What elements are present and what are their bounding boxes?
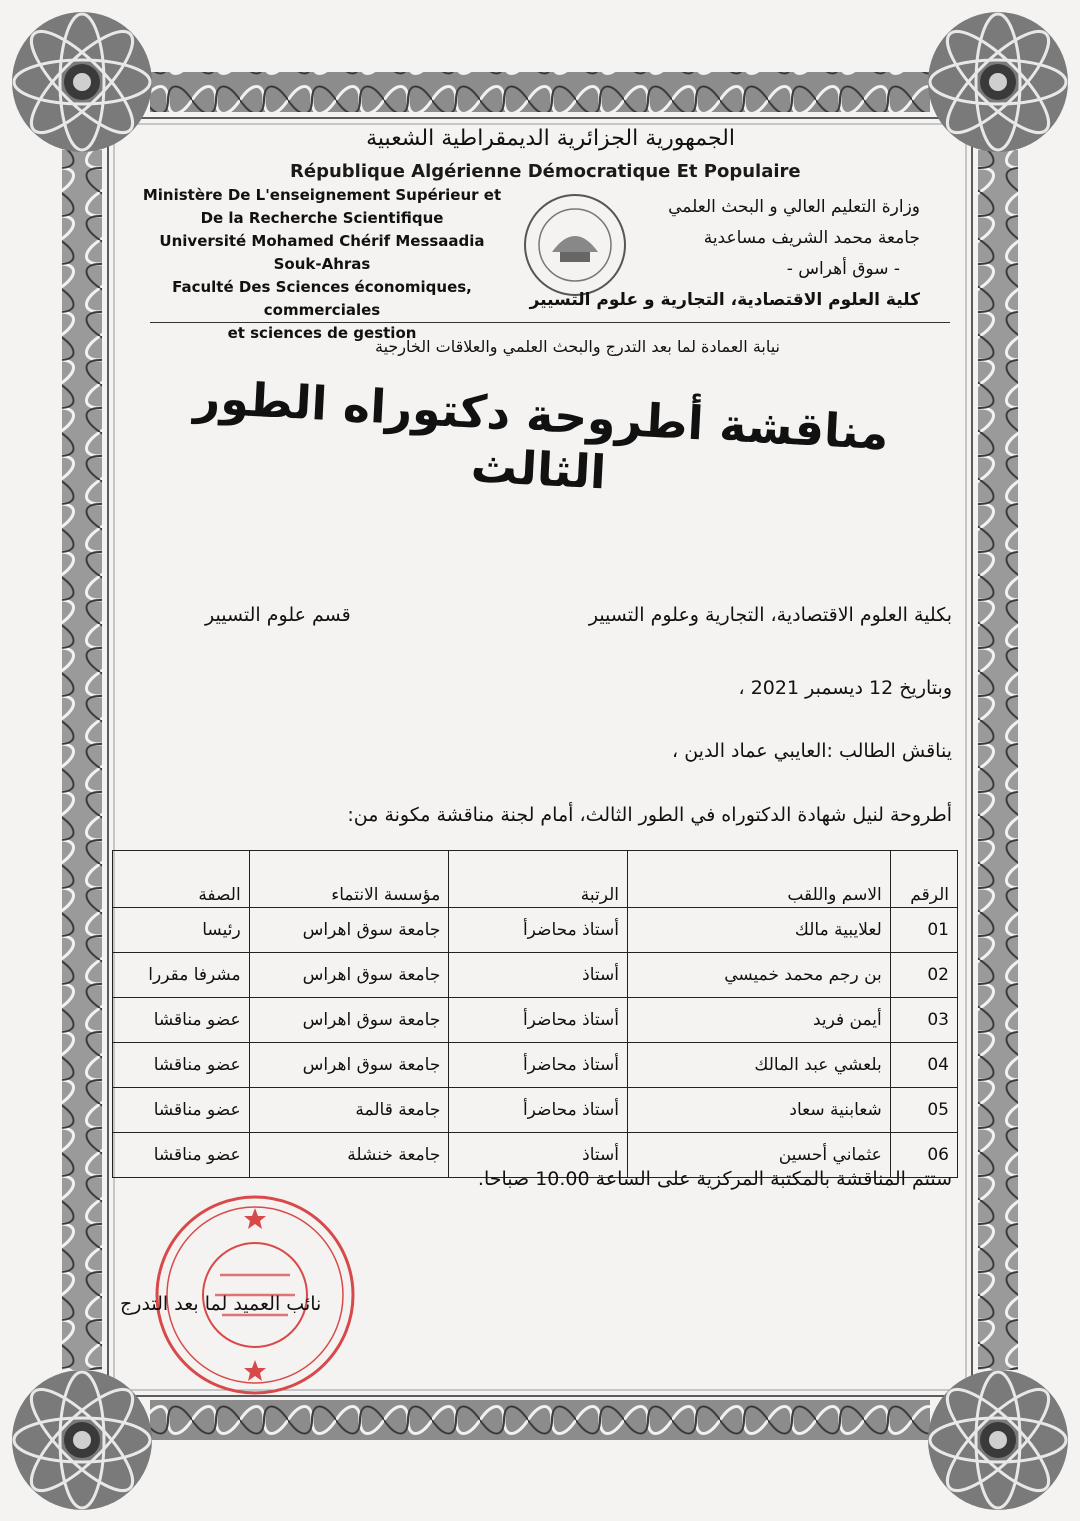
header-number: الرقم xyxy=(890,851,957,908)
cell-number: 01 xyxy=(890,908,957,953)
fr-ministry: Ministère De L'enseignement Supérieur et xyxy=(142,186,502,204)
cell-number: 06 xyxy=(890,1133,957,1178)
ar-ministry: وزارة التعليم العالي و البحث العلمي xyxy=(668,197,920,217)
header-name: الاسم واللقب xyxy=(628,851,891,908)
vice-deanery-line: نيابة العمادة لما بعد التدرج والبحث العلمي والعلاقات الخارجية xyxy=(375,337,780,356)
ar-city: - سوق أهراس - xyxy=(786,259,900,279)
faculty-line: بكلية العلوم الاقتصادية، التجارية وعلوم التسيير xyxy=(588,604,952,626)
cell-number: 02 xyxy=(890,953,957,998)
cell-role: عضو مناقشا xyxy=(113,1043,250,1088)
cell-role: مشرفا مقررا xyxy=(113,953,250,998)
header-french-republic: République Algérienne Démocratique Et Populaire xyxy=(290,161,801,182)
signature-title: نائب العميد لما بعد التدرج xyxy=(120,1293,322,1315)
table-row xyxy=(113,1043,958,1088)
header-arabic-block xyxy=(530,192,920,316)
ar-faculty: كلية العلوم الاقتصادية، التجارية و علوم التسيير xyxy=(529,290,920,310)
header-divider xyxy=(150,322,950,323)
header-rank: الرتبة xyxy=(449,851,628,908)
jury-table xyxy=(112,850,958,1178)
cell-institution: جامعة خنشلة xyxy=(249,1133,449,1178)
fr-city: Souk-Ahras xyxy=(273,255,371,273)
cell-institution: جامعة سوق اهراس xyxy=(249,998,449,1043)
date-line: وبتاريخ 12 ديسمبر 2021 ، xyxy=(738,677,952,699)
fr-faculty-cont: et sciences de gestion xyxy=(227,324,417,342)
cell-institution: جامعة قالمة xyxy=(249,1088,449,1133)
cell-name: شعابنية سعاد xyxy=(628,1088,891,1133)
cell-rank: أستاذ محاضرأ xyxy=(449,908,628,953)
cell-role: عضو مناقشا xyxy=(113,1133,250,1178)
cell-role: عضو مناقشا xyxy=(113,998,250,1043)
header-institution: مؤسسة الانتماء xyxy=(249,851,449,908)
cell-institution: جامعة سوق اهراس xyxy=(249,908,449,953)
fr-research: De la Recherche Scientifique xyxy=(200,209,444,227)
department-line: قسم علوم التسيير xyxy=(205,604,351,626)
cell-number: 04 xyxy=(890,1043,957,1088)
cell-institution: جامعة سوق اهراس xyxy=(249,1043,449,1088)
cell-number: 05 xyxy=(890,1088,957,1133)
table-row xyxy=(113,953,958,998)
cell-institution: جامعة سوق اهراس xyxy=(249,953,449,998)
cell-name: بلعشي عبد المالك xyxy=(628,1043,891,1088)
table-row xyxy=(113,1088,958,1133)
cell-name: بن رجم محمد خميسي xyxy=(628,953,891,998)
ar-university: جامعة محمد الشريف مساعدية xyxy=(703,228,920,248)
cell-rank: أستاذ محاضرأ xyxy=(449,1088,628,1133)
closing-line: ستتم المناقشة بالمكتبة المركزية على الساعة 10.00 صباحا. xyxy=(477,1168,952,1190)
header-arabic-republic: الجمهورية الجزائرية الديمقراطية الشعبية xyxy=(366,126,735,151)
cell-role: عضو مناقشا xyxy=(113,1088,250,1133)
cell-rank: أستاذ محاضرأ xyxy=(449,998,628,1043)
student-line: يناقش الطالب :العايبي عماد الدين ، xyxy=(672,740,952,762)
document-title: مناقشة أطروحة دكتوراه الطور الثالث xyxy=(192,369,891,500)
cell-name: عثماني أحسين xyxy=(628,1133,891,1178)
header-role: الصفة xyxy=(113,851,250,908)
table-header-row xyxy=(113,851,958,908)
cell-number: 03 xyxy=(890,998,957,1043)
cell-name: لعلايبية مالك xyxy=(628,908,891,953)
fr-university: Université Mohamed Chérif Messaadia xyxy=(159,232,485,250)
header-french-block xyxy=(112,184,532,345)
fr-faculty: Faculté Des Sciences économiques, commerciales xyxy=(172,278,472,319)
table-row xyxy=(113,908,958,953)
cell-name: أيمن فريد xyxy=(628,998,891,1043)
cell-rank: أستاذ محاضرأ xyxy=(449,1043,628,1088)
cell-role: رئيسا xyxy=(113,908,250,953)
thesis-line: أطروحة لنيل شهادة الدكتوراه في الطور الثالث، أمام لجنة مناقشة مكونة من: xyxy=(347,804,952,826)
cell-rank: أستاذ xyxy=(449,953,628,998)
table-row xyxy=(113,998,958,1043)
cell-rank: أستاذ xyxy=(449,1133,628,1178)
